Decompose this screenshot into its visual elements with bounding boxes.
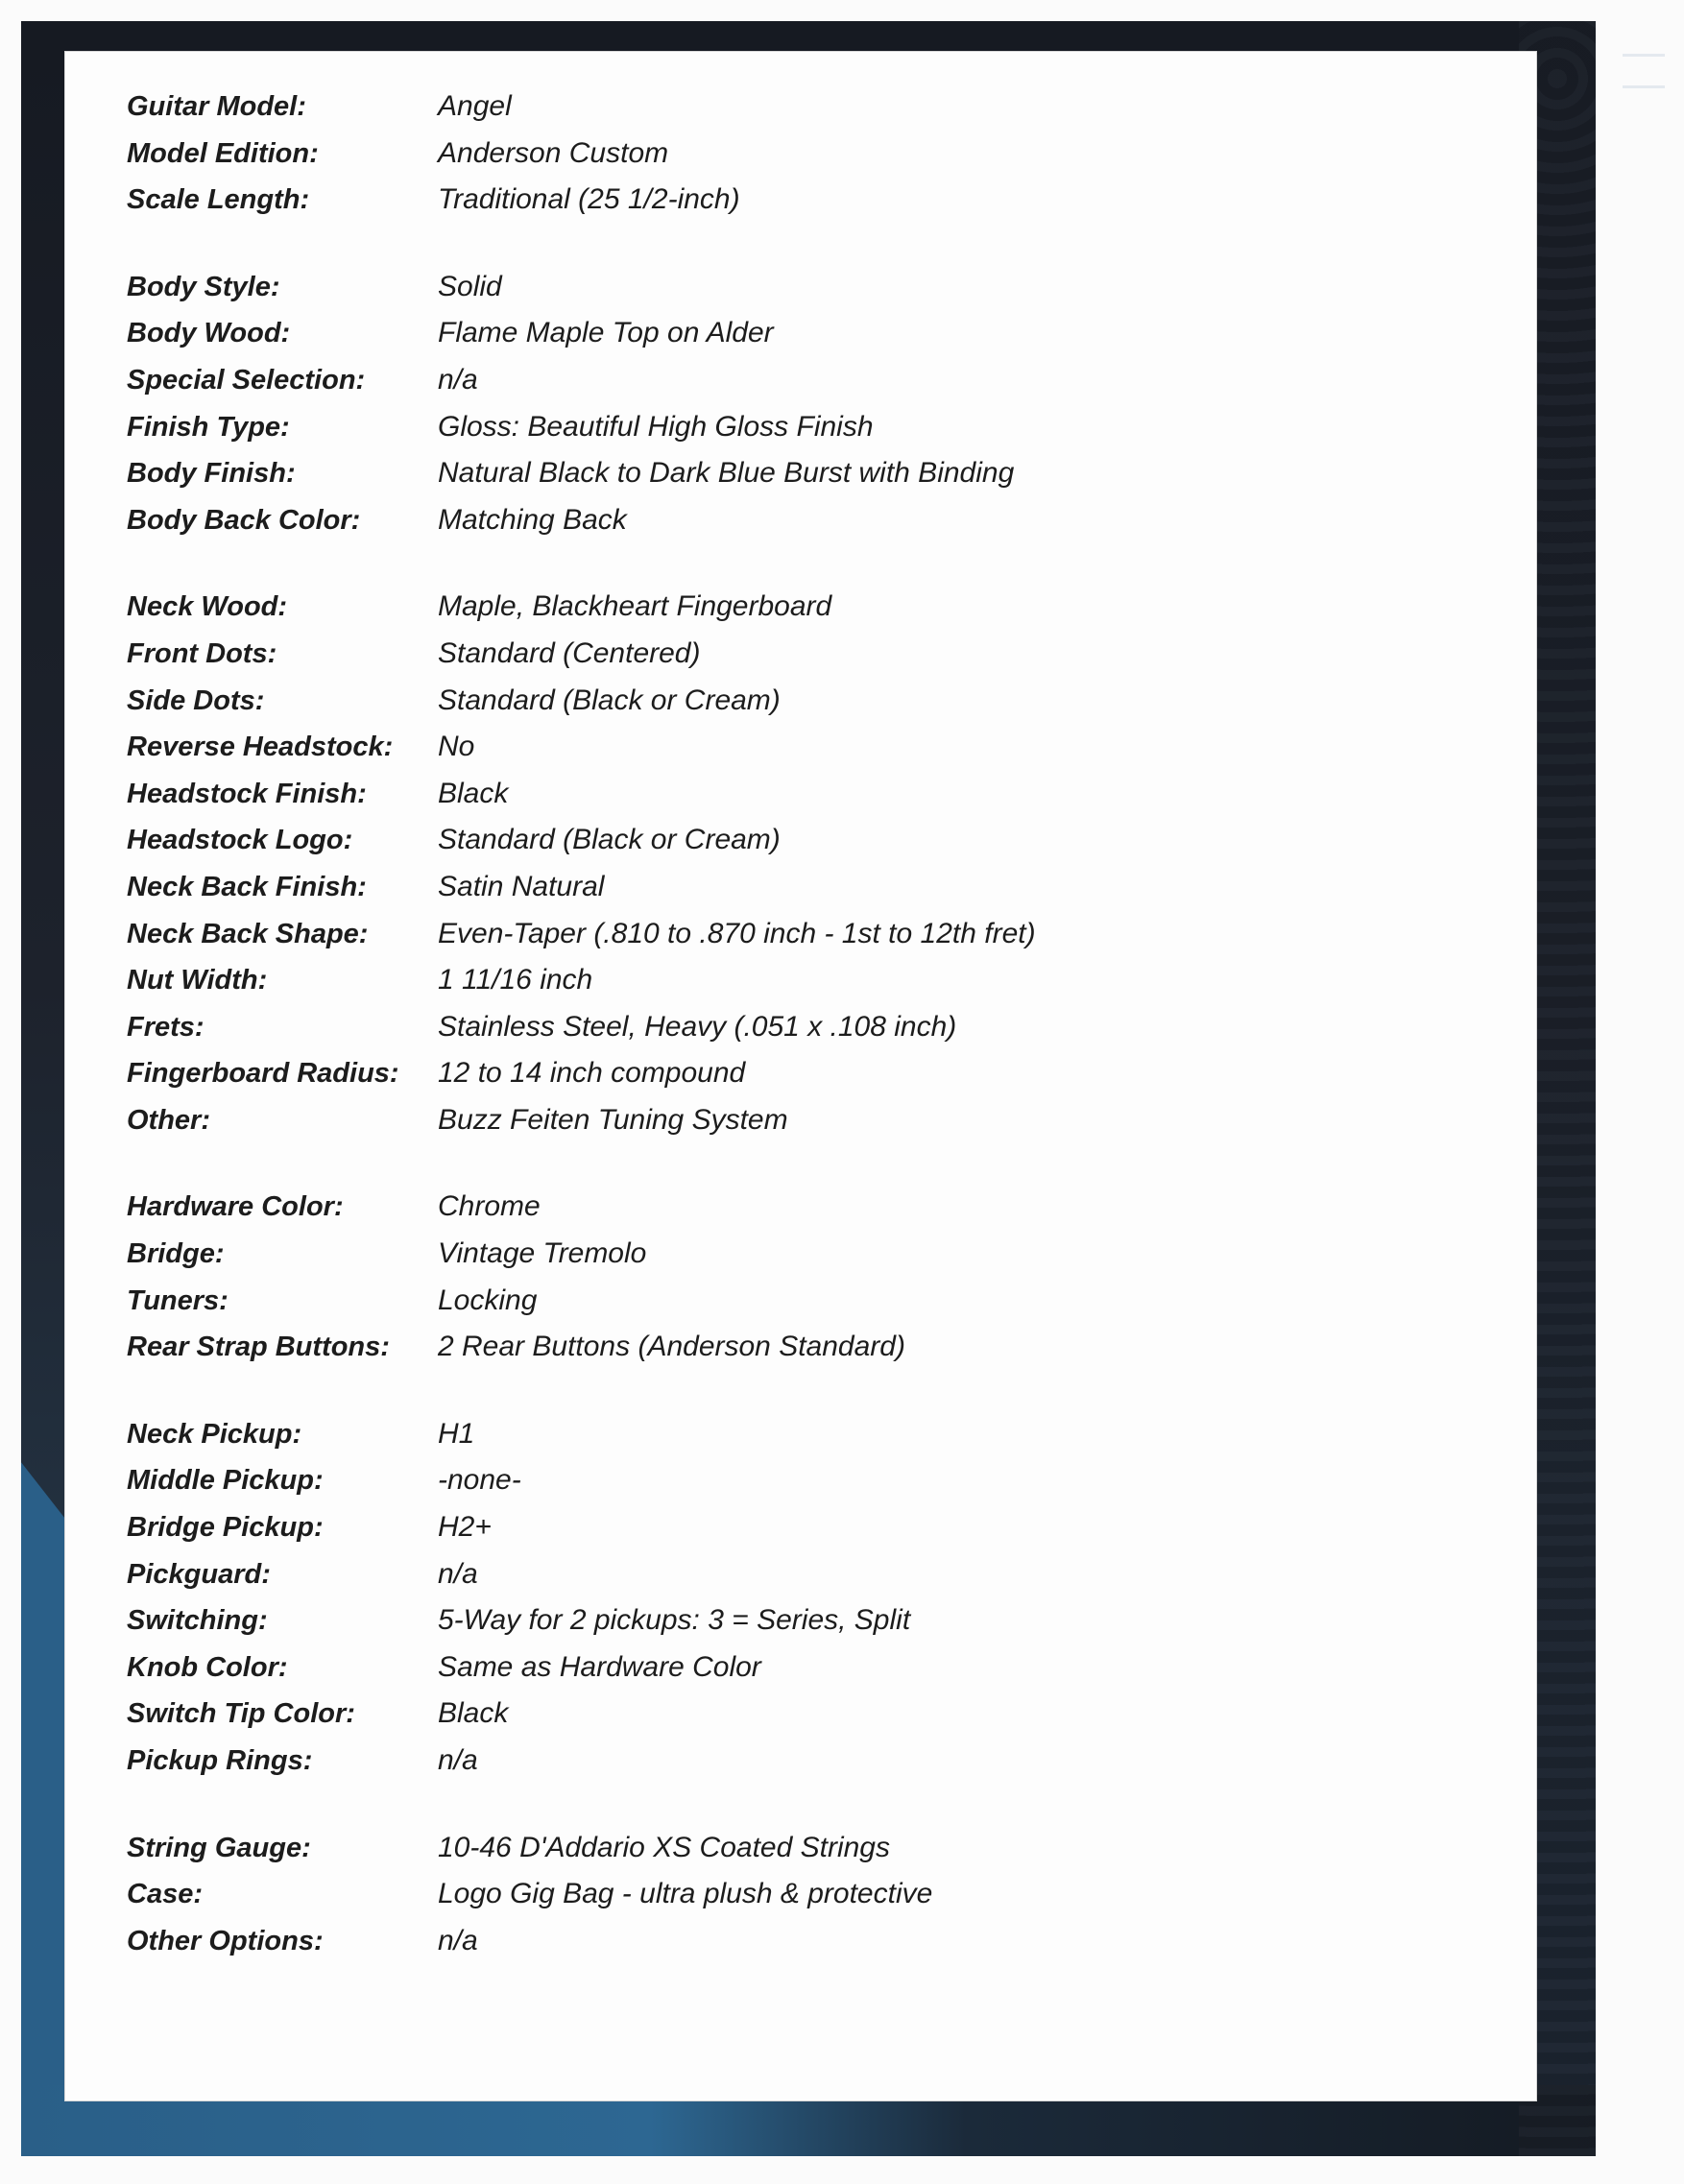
spec-label: Neck Back Shape: — [127, 918, 369, 949]
spec-value: 2 Rear Buttons (Anderson Standard) — [438, 1331, 905, 1363]
spec-value: 5-Way for 2 pickups: 3 = Series, Split — [438, 1604, 911, 1637]
spec-label: Knob Color: — [127, 1651, 288, 1683]
spec-value: Flame Maple Top on Alder — [438, 317, 774, 349]
spec-row — [127, 1832, 1471, 1879]
spec-row — [127, 637, 1471, 684]
spec-label: Reverse Headstock: — [127, 732, 394, 763]
spec-row — [127, 1878, 1471, 1925]
spec-label: Switching: — [127, 1605, 268, 1637]
spec-row — [127, 183, 1471, 230]
spec-label: Middle Pickup: — [127, 1465, 324, 1497]
spec-value: Standard (Black or Cream) — [438, 824, 781, 856]
spec-value: Maple, Blackheart Fingerboard — [438, 590, 832, 623]
spec-label: Pickguard: — [127, 1558, 271, 1590]
spec-row — [127, 1237, 1471, 1284]
spec-value: Stainless Steel, Heavy (.051 x .108 inch) — [438, 1010, 957, 1043]
spec-value: Standard (Centered) — [438, 636, 701, 669]
spec-value: Locking — [438, 1284, 538, 1316]
spec-value: Standard (Black or Cream) — [438, 684, 781, 716]
spec-value: Natural Black to Dark Blue Burst with Binding — [438, 457, 1015, 490]
spec-value: Anderson Custom — [438, 136, 669, 169]
spec-label: Neck Wood: — [127, 591, 288, 623]
spec-row — [127, 317, 1471, 364]
spec-value: H2+ — [438, 1511, 492, 1544]
spec-label: Headstock Finish: — [127, 778, 367, 809]
spec-row — [127, 1104, 1471, 1151]
spec-value: Gloss: Beautiful High Gloss Finish — [438, 410, 874, 443]
spec-label: Scale Length: — [127, 184, 310, 216]
spec-row — [127, 457, 1471, 504]
spec-label: Bridge: — [127, 1238, 225, 1270]
scan-edge-mark — [1623, 54, 1665, 88]
spec-label: Pickup Rings: — [127, 1745, 313, 1776]
spec-label: Guitar Model: — [127, 91, 306, 122]
spec-row — [127, 964, 1471, 1011]
spec-value: No — [438, 731, 475, 763]
spec-row — [127, 1464, 1471, 1511]
spec-row — [127, 1284, 1471, 1332]
spec-row — [127, 590, 1471, 637]
spec-row — [127, 90, 1471, 137]
spec-value: n/a — [438, 1924, 478, 1956]
spec-label: Fingerboard Radius: — [127, 1058, 399, 1090]
spec-label: Body Wood: — [127, 318, 291, 349]
spec-row — [127, 1511, 1471, 1558]
spec-value: Traditional (25 1/2-inch) — [438, 183, 740, 216]
spec-label: String Gauge: — [127, 1832, 311, 1863]
spec-list — [127, 90, 1471, 1971]
spec-value: Black — [438, 777, 509, 809]
spec-row — [127, 1604, 1471, 1651]
spec-row — [127, 1558, 1471, 1605]
spec-label: Neck Pickup: — [127, 1418, 302, 1450]
spec-row — [127, 504, 1471, 551]
spec-value: 1 11/16 inch — [438, 964, 593, 996]
spec-row — [127, 1057, 1471, 1104]
spec-sheet — [65, 52, 1536, 2100]
spec-row — [127, 411, 1471, 458]
spec-label: Side Dots: — [127, 684, 265, 716]
spec-label: Rear Strap Buttons: — [127, 1332, 390, 1363]
spec-value: Even-Taper (.810 to .870 inch - 1st to 12th fret) — [438, 917, 1036, 949]
spec-label: Switch Tip Color: — [127, 1698, 355, 1730]
spec-label: Case: — [127, 1879, 203, 1910]
spec-label: Headstock Logo: — [127, 825, 353, 856]
spec-value: Vintage Tremolo — [438, 1237, 647, 1270]
spec-label: Neck Back Finish: — [127, 871, 367, 902]
spec-value: Logo Gig Bag - ultra plush & protective — [438, 1878, 933, 1910]
spec-row — [127, 1697, 1471, 1744]
spec-value: Solid — [438, 270, 502, 302]
spec-row — [127, 1190, 1471, 1237]
spec-label: Finish Type: — [127, 411, 290, 443]
spec-row — [127, 1418, 1471, 1465]
spec-row — [127, 684, 1471, 732]
spec-label: Frets: — [127, 1011, 204, 1043]
spec-value: n/a — [438, 1744, 478, 1776]
spec-row — [127, 824, 1471, 871]
spec-value: Satin Natural — [438, 870, 605, 902]
spec-label: Other: — [127, 1104, 210, 1136]
spec-row — [127, 1744, 1471, 1791]
spec-row — [127, 1011, 1471, 1058]
spec-value: Matching Back — [438, 503, 627, 536]
spec-value: 10-46 D'Addario XS Coated Strings — [438, 1831, 890, 1863]
spec-value: n/a — [438, 1557, 478, 1590]
spec-row — [127, 137, 1471, 184]
spec-row — [127, 871, 1471, 918]
spec-row — [127, 1651, 1471, 1698]
spec-row — [127, 1925, 1471, 1972]
spec-row — [127, 778, 1471, 825]
spec-value: n/a — [438, 363, 478, 396]
spec-value: Chrome — [438, 1190, 541, 1223]
spec-label: Nut Width: — [127, 965, 268, 996]
spec-label: Body Back Color: — [127, 504, 361, 536]
spec-label: Body Style: — [127, 271, 280, 302]
spec-value: Angel — [438, 90, 512, 122]
spec-value: 12 to 14 inch compound — [438, 1057, 746, 1090]
spec-row — [127, 918, 1471, 965]
spec-value: Black — [438, 1697, 509, 1730]
spec-label: Special Selection: — [127, 364, 366, 396]
spec-row — [127, 364, 1471, 411]
spec-row — [127, 731, 1471, 778]
spec-row — [127, 271, 1471, 318]
spec-label: Model Edition: — [127, 137, 319, 169]
spec-label: Front Dots: — [127, 637, 277, 669]
spec-label: Tuners: — [127, 1284, 229, 1316]
spec-label: Hardware Color: — [127, 1191, 344, 1223]
spec-value: Same as Hardware Color — [438, 1650, 761, 1683]
spec-label: Bridge Pickup: — [127, 1512, 324, 1544]
spec-row — [127, 1331, 1471, 1378]
spec-value: Buzz Feiten Tuning System — [438, 1103, 788, 1136]
spec-label: Body Finish: — [127, 458, 296, 490]
spec-label: Other Options: — [127, 1925, 324, 1956]
spec-value: H1 — [438, 1417, 475, 1450]
spec-value: -none- — [438, 1464, 521, 1497]
